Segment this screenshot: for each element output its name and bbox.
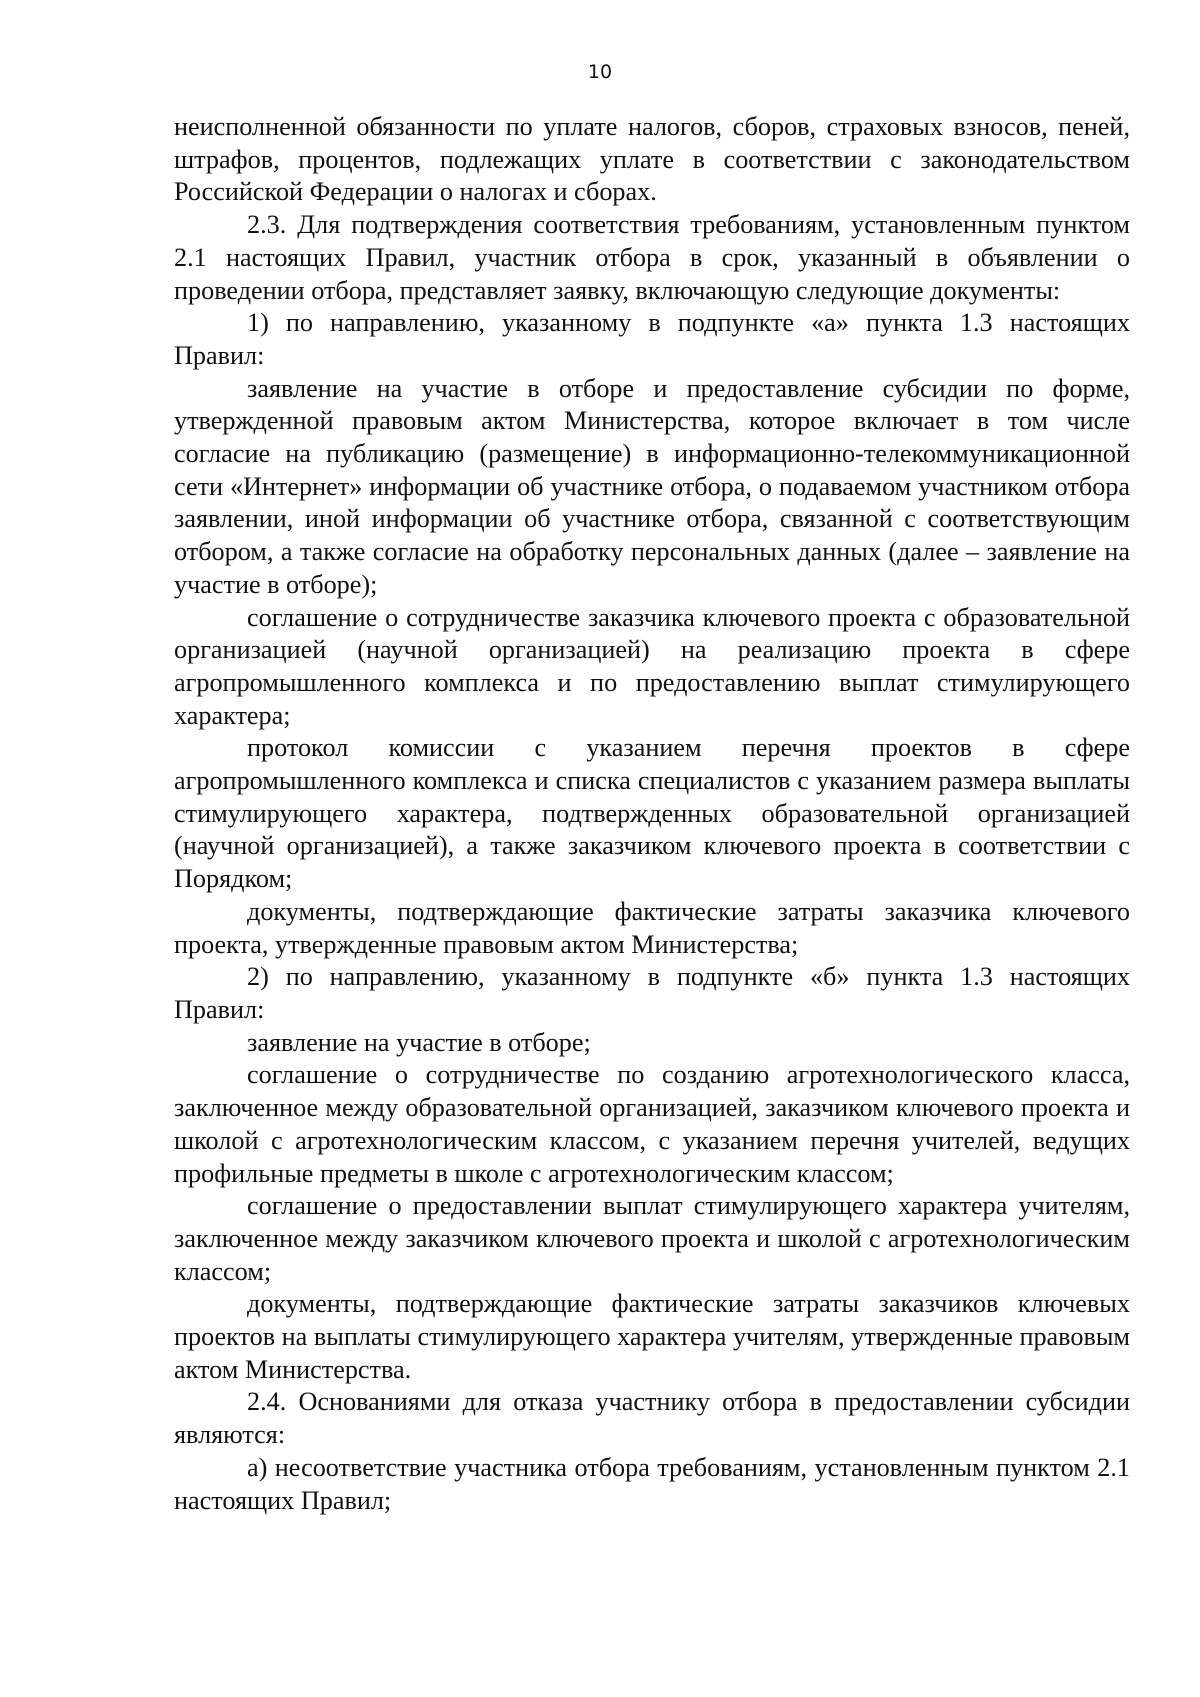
document-body: [174, 111, 1130, 1517]
paragraph-direction-2: 2) по направлению, указанному в подпункте «б» пункта 1.3 настоящих Правил:: [174, 962, 1130, 1024]
paragraph-cooperation-agreement: соглашение о сотрудничестве заказчика ключевого проекта с образовательной организацией (научной организацией) на реализацию проекта в сфере агропромышленного комплекса и по предоставлению выплат стимулирующего характера;: [174, 602, 1130, 730]
paragraph-teacher-cost-documents: документы, подтверждающие фактические затраты заказчиков ключевых проектов на выплаты стимулирующего характера учителям, утвержденные правовым актом Министерства.: [174, 1289, 1130, 1384]
paragraph-refusal-a: а) несоответствие участника отбора требованиям, установленным пунктом 2.1 настоящих Правил;: [174, 1452, 1130, 1515]
paragraph-continuation: неисполненной обязанности по уплате налогов, сборов, страховых взносов, пеней, штрафов, процентов, подлежащих уплате в соответствии с законодательством Российской Федерации о налогах и сборах.: [174, 112, 1130, 207]
paragraph-direction-1: 1) по направлению, указанному в подпункте «а» пункта 1.3 настоящих Правил:: [174, 308, 1130, 370]
paragraph-agro-class-agreement: соглашение о сотрудничестве по созданию агротехнологического класса, заключенное между образовательной организацией, заказчиком ключевого проекта и школой с агротехнологическим классом, с указанием перечня учителей, ведущих профильные предметы в школе с агротехнологическим классом;: [174, 1060, 1130, 1188]
paragraph-application-short: заявление на участие в отборе;: [247, 1027, 591, 1057]
paragraph-commission-protocol: протокол комиссии с указанием перечня проектов в сфере агропромышленного комплекса и списка специалистов с указанием размера выплаты стимулирующего характера, подтвержденных образовательной организацией (научной организацией), а также заказчиком ключевого проекта в соответствии с Порядком;: [174, 733, 1130, 894]
paragraph-teacher-payments-agreement: соглашение о предоставлении выплат стимулирующего характера учителям, заключенное между заказчиком ключевого проекта и школой с агротехнологическим классом;: [174, 1191, 1130, 1286]
paragraph-2-3: 2.3. Для подтверждения соответствия требованиям, установленным пунктом 2.1 настоящих Правил, участник отбора в срок, указанный в объявлении о проведении отбора, представляет заявку, включающую следующие документы:: [174, 210, 1130, 305]
page-number: 10: [587, 61, 613, 83]
paragraph-cost-documents: документы, подтверждающие фактические затраты заказчика ключевого проекта, утвержденные правовым актом Министерства;: [174, 896, 1130, 959]
paragraph-2-4: 2.4. Основаниями для отказа участнику отбора в предоставлении субсидии являются:: [174, 1387, 1130, 1450]
paragraph-application: заявление на участие в отборе и предоставление субсидии по форме, утвержденной правовым актом Министерства, которое включает в том числе согласие на публикацию (размещение) в информационно-телекоммуникационной сети «Интернет» информации об участнике отбора, о подаваемом участником отбора заявлении, иной информации об участнике отбора, связанной с соответствующим отбором, а также согласие на обработку персональных данных (далее – заявление на участие в отборе);: [174, 373, 1130, 599]
